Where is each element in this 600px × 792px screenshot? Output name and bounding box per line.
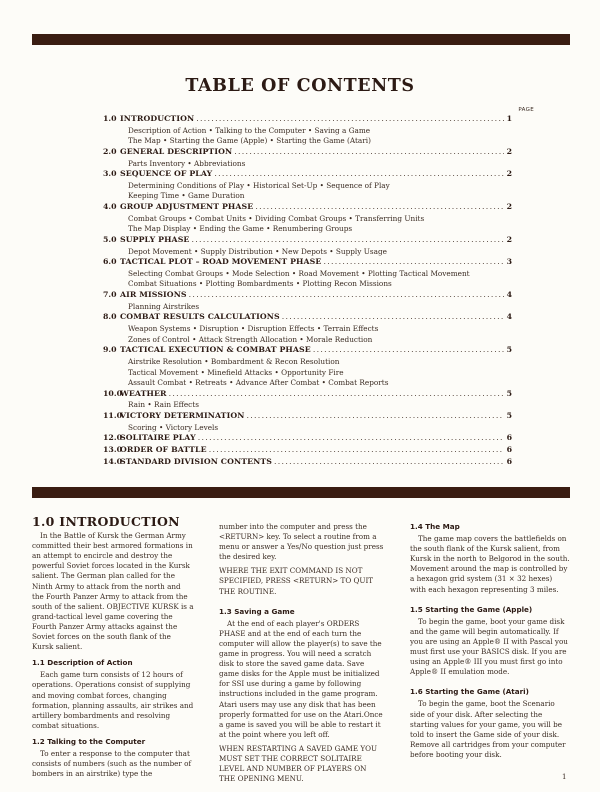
toc-subtopics-line: The Map • Starting the Game (Apple) • Starting the Game (Atari) — [128, 136, 371, 146]
toc-section-title: SOLITAIRE PLAY — [120, 433, 196, 443]
toc-page-number: 2 — [506, 234, 512, 244]
toc-section-number: 11.0 — [103, 410, 122, 420]
toc-subtopics-line: Parts Inventory • Abbreviations — [128, 158, 246, 168]
toc-entry-heading — [103, 257, 512, 269]
toc-section-title: STANDARD DIVISION CONTENTS — [120, 456, 272, 466]
toc-subtopics-line: Combat Groups • Combat Units • Dividing Combat Groups • Transferring Units — [128, 213, 425, 223]
subsection-text: Each game turn consists of 12 hours of operations. Operations consist of supplying and moving combat forces, changing formation, planning assaults, air strikes and artillery bombardments and resolving combat situations. — [32, 670, 194, 730]
toc-entry-heading — [103, 411, 512, 423]
toc-section-title: GENERAL DESCRIPTION — [120, 146, 233, 156]
text-column-3 — [410, 522, 570, 762]
subsection-title: 1.2 Talking to the Computer — [32, 736, 146, 746]
subsection-text: At the end of each player's ORDERS PHASE and at the end of each turn the computer will allow the player(s) to save the game in progress. You will need a scratch disk to store the saved game data. Save game disks for the Apple must be initialized for SSI use during a game by following instructions included in the game program. Atari users may use any disk that has been properly formatted for use on the Atari.Once a game is saved you will be able to restart it at the point where you left off. — [219, 618, 383, 739]
toc-section-number: 2.0 — [103, 146, 117, 156]
toc-dot-leader — [169, 389, 504, 398]
toc-entry-heading — [103, 202, 512, 214]
toc-entry — [103, 257, 512, 290]
toc-entry-heading — [103, 389, 512, 401]
toc-section-number: 3.0 — [103, 169, 117, 179]
subsection-title: 1.1 Description of Action — [32, 658, 133, 668]
toc-section-title: TACTICAL PLOT – ROAD MOVEMENT PHASE — [120, 257, 322, 267]
toc-subtopics-line: The Map Display • Ending the Game • Renumbering Groups — [128, 224, 353, 234]
toc-page-number: 5 — [506, 345, 512, 355]
subsection-title: 1.3 Saving a Game — [219, 606, 295, 616]
toc-entry-heading — [103, 147, 512, 159]
toc-section-title: TACTICAL EXECUTION & COMBAT PHASE — [120, 345, 311, 355]
subsection-text: number into the computer and press the <RETURN> key. To select a routine from a menu or answer a Yes/No question just press the desired key. — [219, 522, 384, 562]
toc-entry — [103, 411, 512, 433]
toc-subtopics-line: Scoring • Victory Levels — [128, 422, 219, 432]
toc-page-number: 4 — [506, 312, 512, 322]
toc-page-number: 6 — [506, 444, 512, 454]
toc-entry — [103, 433, 512, 445]
subsection-title: 1.6 Starting the Game (Atari) — [410, 687, 529, 697]
toc-page-number: 5 — [506, 388, 512, 398]
toc-subtopics-line: Zones of Control • Attack Strength Allocation • Morale Reduction — [128, 334, 373, 344]
toc-subtopics-line: Rain • Rain Effects — [128, 400, 199, 410]
toc-entry — [103, 114, 512, 147]
top-divider-bar — [32, 34, 570, 45]
toc-section-title: INTRODUCTION — [120, 114, 195, 123]
intro-paragraph: In the Battle of Kursk the German Army committed their best armored formations in an attempt to encircle and destroy the powerful Soviet forces located in the Kursk salient. The German plan called for the Ninth Army to attack from the north and the Fourth Panzer Army to attack from the south of the salient. OBJECTIVE KURSK is a grand-tactical level game covering the Fourth Panzer Army attacks against the Soviet forces on the south flank of the Kursk salient. — [32, 531, 194, 652]
toc-page-number: 2 — [506, 169, 512, 179]
toc-dot-leader — [234, 147, 504, 156]
section-title: 1.0 INTRODUCTION — [32, 514, 180, 529]
toc-section-title: GROUP ADJUSTMENT PHASE — [120, 202, 254, 212]
toc-section-title: COMBAT RESULTS CALCULATIONS — [120, 312, 280, 322]
toc-entry — [103, 445, 512, 457]
toc-page-column-label: PAGE — [518, 107, 534, 113]
toc-page-number: 6 — [506, 456, 512, 466]
toc-entry-heading — [103, 457, 512, 469]
toc-section-number: 6.0 — [103, 257, 117, 267]
middle-divider-bar — [32, 487, 570, 498]
toc-page-number: 5 — [506, 410, 512, 420]
toc-section-title: ORDER OF BATTLE — [120, 444, 207, 454]
subsection-text: To enter a response to the computer that consists of numbers (such as the number of bombers in an airstrike) type the — [32, 748, 192, 779]
toc-entry-heading — [103, 235, 512, 247]
notice-text: WHEN RESTARTING A SAVED GAME YOU MUST SET THE CORRECT SOLITAIRE LEVEL AND NUMBER OF PLAYERS ON THE OPENING MENU. — [219, 743, 378, 784]
toc-entry-heading — [103, 290, 512, 302]
table-of-contents — [103, 114, 512, 468]
toc-entry — [103, 169, 512, 202]
toc-section-number: 13.0 — [103, 444, 122, 454]
toc-section-number: 8.0 — [103, 312, 117, 322]
toc-dot-leader — [282, 312, 504, 321]
toc-entry — [103, 235, 512, 257]
toc-entry — [103, 147, 512, 169]
page-title: TABLE OF CONTENTS — [185, 76, 415, 96]
toc-dot-leader — [255, 202, 504, 211]
subsection-text: The game map covers the battlefields on the south flank of the Kursk salient, from Kursk in the north to Belgorod in the south. Movement around the map is controlled by a hexagon grid system (31 × 32 hexes) with each hexagon representing 3 miles. — [410, 534, 570, 594]
toc-entry — [103, 202, 512, 235]
text-column-2 — [219, 522, 385, 786]
toc-subtopics-line: Airstrike Resolution • Bombardment & Recon Resolution — [128, 356, 340, 366]
toc-entry-heading — [103, 114, 512, 126]
toc-subtopics-line: Combat Situations • Plotting Bombardments • Plotting Recon Missions — [128, 279, 392, 289]
toc-section-number: 7.0 — [103, 290, 117, 300]
toc-entry-heading — [103, 169, 512, 181]
toc-section-title: VICTORY DETERMINATION — [120, 410, 245, 420]
toc-dot-leader — [323, 257, 504, 266]
toc-dot-leader — [246, 411, 504, 420]
toc-section-title: AIR MISSIONS — [120, 290, 187, 300]
toc-section-title: WEATHER — [120, 388, 167, 398]
subsection-text: To begin the game, boot the Scenario side of your disk. After selecting the starting values for your game, you will be told to insert the Game side of your disk. Remove all cartridges from your computer before booting your disk. — [410, 699, 566, 759]
toc-page-number: 1 — [506, 114, 512, 123]
toc-dot-leader — [214, 169, 504, 178]
toc-subtopics-line: Keeping Time • Game Duration — [128, 191, 245, 201]
toc-section-number: 5.0 — [103, 234, 117, 244]
toc-page-number: 6 — [506, 433, 512, 443]
toc-section-title: SUPPLY PHASE — [120, 234, 190, 244]
toc-entry — [103, 345, 512, 388]
toc-subtopics-line: Weapon Systems • Disruption • Disruption Effects • Terrain Effects — [128, 324, 379, 334]
toc-entry-heading — [103, 312, 512, 324]
subsection-title: 1.5 Starting the Game (Apple) — [410, 604, 533, 614]
subsection-text: To begin the game, boot your game disk and the game will begin automatically. If you are using an Apple® II with Pascal you must first use your BASICS disk. If you are using an Apple® III you must first go into Apple® II emulation mode. — [410, 616, 568, 677]
toc-entry-heading — [103, 433, 512, 445]
toc-dot-leader — [198, 433, 504, 442]
toc-subtopics-line: Determining Conditions of Play • Historical Set-Up • Sequence of Play — [128, 180, 390, 190]
toc-section-number: 1.0 — [103, 114, 117, 123]
toc-dot-leader — [313, 345, 504, 354]
toc-dot-leader — [209, 445, 504, 454]
toc-entry-heading — [103, 345, 512, 357]
toc-subtopics-line: Depot Movement • Supply Distribution • New Depots • Supply Usage — [128, 246, 387, 256]
toc-dot-leader — [191, 235, 504, 244]
toc-subtopics-line: Tactical Movement • Minefield Attacks • Opportunity Fire — [128, 367, 344, 377]
toc-entry — [103, 290, 512, 312]
toc-page-number: 2 — [506, 202, 512, 212]
toc-section-number: 10.0 — [103, 388, 122, 398]
page-number: 1 — [562, 773, 567, 781]
text-column-1 — [32, 514, 194, 781]
toc-section-number: 9.0 — [103, 345, 117, 355]
toc-dot-leader — [189, 290, 504, 299]
subsection-title: 1.4 The Map — [410, 522, 460, 531]
toc-subtopics-line: Selecting Combat Groups • Mode Selection • Road Movement • Plotting Tactical Movement — [128, 268, 470, 278]
toc-page-number: 3 — [506, 257, 512, 267]
toc-dot-leader — [274, 457, 504, 466]
toc-entry — [103, 457, 512, 469]
toc-dot-leader — [196, 114, 504, 123]
toc-section-title: SEQUENCE OF PLAY — [120, 169, 213, 179]
toc-page-number: 4 — [506, 290, 512, 300]
toc-entry — [103, 389, 512, 411]
toc-subtopics-line: Description of Action • Talking to the Computer • Saving a Game — [128, 125, 371, 135]
notice-text: WHERE THE EXIT COMMAND IS NOT SPECIFIED, PRESS <RETURN> TO QUIT THE ROUTINE. — [219, 566, 374, 596]
toc-section-number: 12.0 — [103, 433, 122, 443]
toc-subtopics-line: Planning Airstrikes — [128, 301, 200, 311]
toc-section-number: 14.0 — [103, 456, 122, 466]
toc-section-number: 4.0 — [103, 202, 117, 212]
toc-subtopics-line: Assault Combat • Retreats • Advance After Combat • Combat Reports — [128, 378, 389, 388]
toc-entry-heading — [103, 445, 512, 457]
toc-entry — [103, 312, 512, 345]
toc-page-number: 2 — [506, 146, 512, 156]
